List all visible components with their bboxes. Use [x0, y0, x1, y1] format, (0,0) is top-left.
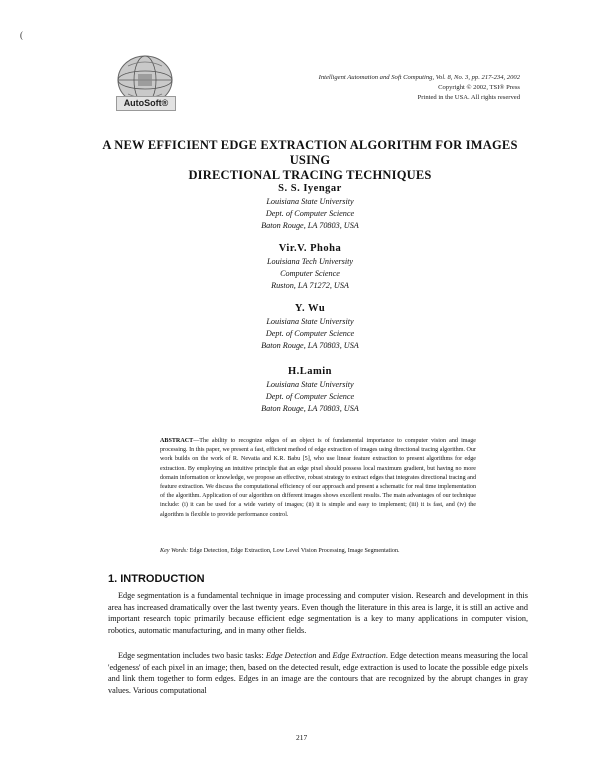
journal-citation: Intelligent Automation and Soft Computing, Vol. 8, No. 3, pp. 217-234, 2002: [318, 74, 520, 81]
page-number: 217: [296, 733, 308, 742]
abstract-label: ABSTRACT: [160, 438, 194, 444]
abstract: [160, 437, 476, 520]
author-department: Dept. of Computer Science: [265, 209, 355, 218]
keywords: [160, 548, 490, 554]
author-department: Computer Science: [280, 269, 340, 278]
abstract-text: —The ability to recognize edges of an object is of fundamental importance to computer vision and image processing. In this paper, we present a fast, efficient method of edge extraction of images using directional tracing algorithm. Our work builds on the work of R. Nevatia and K.R. Babu [5], who use linear feature extraction to present algorithms for edge extraction. By employing an intuitive principle that an edge pixel should possess local maximum gradient, but having no more domain information or knowledge, we propose an effective, robust strategy to extract edges that integrates directional tracing and feature extraction. We discuss the computational efficiency of our approach and present a schematic for real time implementation of the algorithm. Application of our algorithm on different images shows excellent results. The main advantages of our technique include: (i) it can be used for a wide variety of images; (ii) it is simple and easy to implement; (iii) it is fast, and (iv) the algorithm is flexible to provide performance control.: [160, 438, 476, 518]
stray-mark: (: [20, 30, 23, 40]
title-line-2: DIRECTIONAL TRACING TECHNIQUES: [188, 168, 432, 182]
author-department: Dept. of Computer Science: [265, 392, 355, 401]
author-name: S. S. Iyengar: [278, 183, 342, 194]
keywords-text: Edge Detection, Edge Extraction, Low Level Vision Processing, Image Segmentation.: [188, 548, 400, 554]
logo-label: AutoSoft®: [116, 96, 176, 111]
author-location: Baton Rouge, LA 70803, USA: [261, 221, 359, 230]
para-text: . Edge detection means measuring the local 'edgeness' of each pixel in an image; then, based on the detected result, edge extraction is used to locate the possible edge pixels and link them together to form edges. Edges in an image are the contours that are recognized by the abrupt changes in gray values. Various computational: [108, 651, 528, 695]
author-department: Dept. of Computer Science: [265, 329, 355, 338]
journal-copyright: Copyright © 2002, TSI® Press: [438, 84, 520, 91]
author-location: Ruston, LA 71272, USA: [271, 281, 349, 290]
author-affiliation: Louisiana State University: [266, 380, 354, 389]
author-affiliation: Louisiana State University: [266, 317, 354, 326]
section-heading: [108, 573, 205, 585]
paper-title: [90, 138, 530, 183]
author-block-1: [200, 182, 420, 232]
term-edge-extraction: Edge Extraction: [332, 651, 386, 660]
intro-paragraph-1: Edge segmentation is a fundamental technique in image processing and computer vision. Research and development in this area has increased dramatically over the last twenty years. Even though the literature in this area is large, it is still an active and important research topic primarily because efficient edge segmentation is a key to many applications in computer vision, robotics, automatic manufacturing, and in many other fields.: [108, 591, 528, 635]
author-affiliation: Louisiana State University: [266, 197, 354, 206]
autosoft-logo: [102, 54, 188, 112]
journal-header: [319, 73, 520, 103]
intro-paragraph-2: [108, 650, 528, 696]
author-location: Baton Rouge, LA 70803, USA: [261, 341, 359, 350]
author-block-3: [200, 302, 420, 352]
term-edge-detection: Edge Detection: [265, 651, 317, 660]
author-name: H.Lamin: [287, 366, 333, 377]
author-name: Y. Wu: [294, 303, 326, 314]
keywords-label: Key Words:: [160, 548, 189, 554]
section-number: 1.: [108, 573, 118, 585]
section-title: INTRODUCTION: [120, 573, 205, 585]
title-line-1: A NEW EFFICIENT EDGE EXTRACTION ALGORITHM FOR IMAGES USING: [102, 138, 518, 167]
para-text: and: [316, 651, 333, 660]
author-block-4: [200, 365, 420, 415]
para-text: Edge segmentation includes two basic tasks:: [118, 651, 266, 660]
author-location: Baton Rouge, LA 70803, USA: [261, 404, 359, 413]
author-block-2: [200, 242, 420, 292]
journal-rights: Printed in the USA. All rights reserved: [417, 94, 520, 101]
author-name: Vir.V. Phoha: [278, 243, 342, 254]
author-affiliation: Louisiana Tech University: [266, 257, 354, 266]
